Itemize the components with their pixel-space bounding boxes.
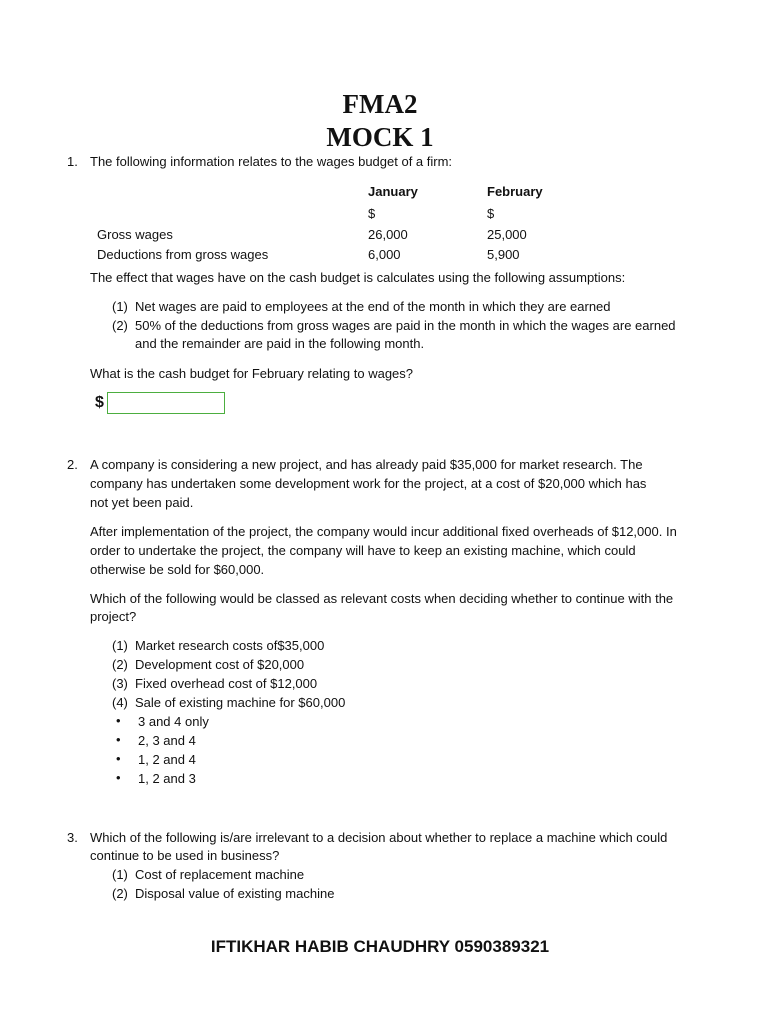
q3-line: continue to be used in business? [90,848,280,863]
q2-item-text: Development cost of $20,000 [135,657,305,672]
q1-col-february: February [487,184,543,199]
q2-number: 2. [67,457,78,472]
q2-option[interactable]: 3 and 4 only [138,714,209,729]
q2-para1-line: company has undertaken some development work for the project, at a cost of $20,000 which has [90,476,647,491]
q1-assumption-num: (1) [112,299,128,314]
q1-row-label: Gross wages [97,227,173,242]
q1-col-january: January [368,184,418,199]
q1-unit-february: $ [487,206,495,221]
q1-unit-january: $ [368,206,376,221]
q3-item-num: (1) [112,867,128,882]
q3-item-num: (2) [112,886,128,901]
q2-option[interactable]: 1, 2 and 3 [138,771,196,786]
bullet-icon: • [116,770,121,785]
q1-assumption-intro: The effect that wages have on the cash budget is calculates using the following assumptions: [90,270,626,285]
q1-cell: 6,000 [368,247,401,262]
q2-item-num: (3) [112,676,128,691]
bullet-icon: • [116,751,121,766]
q1-assumption-num: (2) [112,318,128,333]
q2-para2-line: After implementation of the project, the company would incur additional fixed overheads of $12,000. In [90,524,677,539]
q1-intro: The following information relates to the wages budget of a firm: [90,154,453,169]
q2-para3-line: project? [90,609,137,624]
bullet-icon: • [116,732,121,747]
q1-answer-input[interactable] [107,392,225,414]
q2-item-text: Market research costs of$35,000 [135,638,325,653]
q1-number: 1. [67,154,78,169]
q3-line: Which of the following is/are irrelevant to a decision about whether to replace a machine which could [90,830,668,845]
page-footer: IFTIKHAR HABIB CHAUDHRY 0590389321 [210,937,550,956]
q1-question: What is the cash budget for February relating to wages? [90,366,414,381]
q2-item-num: (4) [112,695,128,710]
q2-item-num: (2) [112,657,128,672]
q2-item-text: Sale of existing machine for $60,000 [135,695,346,710]
q2-para2-line: otherwise be sold for $60,000. [90,562,265,577]
q2-option[interactable]: 1, 2 and 4 [138,752,196,767]
q1-cell: 5,900 [487,247,520,262]
q1-row-label: Deductions from gross wages [97,247,269,262]
q1-cell: 26,000 [368,227,408,242]
q1-answer-prefix: $ [95,394,104,411]
q2-para3-line: Which of the following would be classed as relevant costs when deciding whether to continue with the [90,591,674,606]
q2-item-text: Fixed overhead cost of $12,000 [135,676,318,691]
document-subtitle: MOCK 1 [326,122,434,152]
bullet-icon: • [116,713,121,728]
q3-item-text: Disposal value of existing machine [135,886,335,901]
q1-assumption-text-continued: and the remainder are paid in the following month. [135,336,425,351]
q2-option[interactable]: 2, 3 and 4 [138,733,196,748]
q2-para1-line: not yet been paid. [90,495,194,510]
document-title: FMA2 [342,89,418,119]
q2-para1-line: A company is considering a new project, and has already paid $35,000 for market research. The [90,457,643,472]
q1-cell: 25,000 [487,227,527,242]
q1-assumption-text: Net wages are paid to employees at the end of the month in which they are earned [135,299,611,314]
q1-assumption-text: 50% of the deductions from gross wages are paid in the month in which the wages are earned [135,318,676,333]
q3-number: 3. [67,830,78,845]
q3-item-text: Cost of replacement machine [135,867,305,882]
q2-item-num: (1) [112,638,128,653]
q2-para2-line: order to undertake the project, the company will have to keep an existing machine, which could [90,543,636,558]
